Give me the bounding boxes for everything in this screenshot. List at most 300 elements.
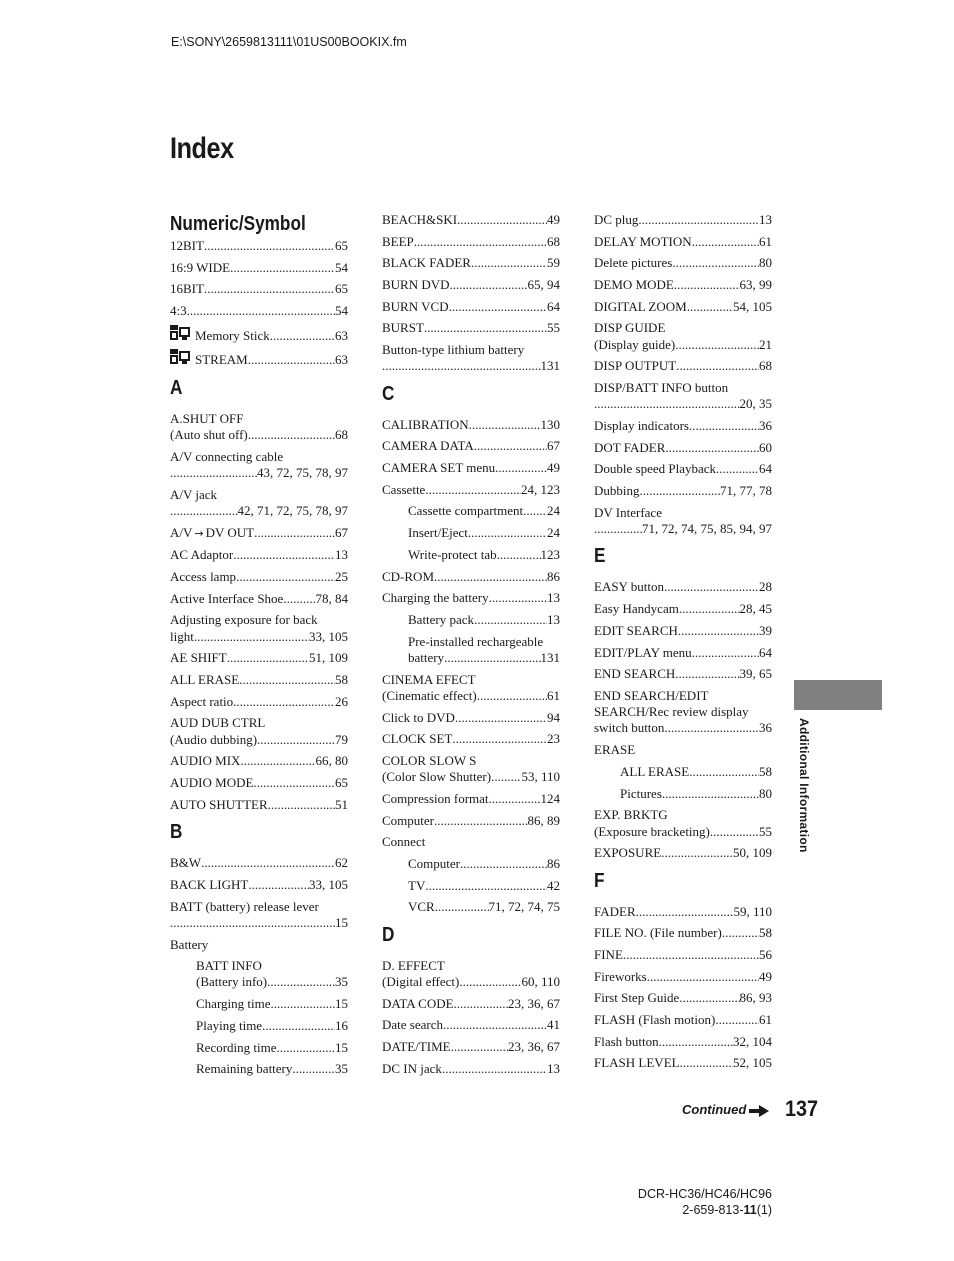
index-entry [594,925,772,941]
index-subentry [170,1018,348,1034]
entry-line [170,650,348,666]
entry-pages: 66, 80 [315,753,348,769]
index-entry [594,234,772,250]
entry-term: Compression format [382,790,489,806]
entry-term: (Audio dubbing) [170,731,258,747]
entry-pages: 53, 110 [521,769,560,785]
entry-line [382,277,560,293]
entry-line [170,411,348,427]
dot-leader [187,303,335,319]
entry-term: BEACH&SKI [382,212,458,227]
index-entry [382,1017,560,1033]
index-subentry [382,634,560,667]
entry-line [170,260,348,276]
dot-leader [425,482,521,498]
entry-term: Write-protect tab [408,546,497,562]
index-entry [170,449,348,482]
entry-pages: 39 [759,622,772,638]
entry-pages: 49 [547,460,560,476]
index-subentry [594,786,772,802]
dot-leader [204,281,335,297]
entry-pages: 86, 89 [527,812,560,828]
index-entry [594,358,772,374]
file-path: E:\SONY\2659813111\01US00BOOKIX.fm [171,35,407,49]
dot-leader [471,255,547,271]
dot-leader [227,650,309,666]
index-entry [382,460,560,476]
entry-term: DISP OUTPUT [594,358,677,374]
dot-leader [636,904,734,920]
dot-leader [689,418,759,434]
dot-leader [469,417,541,433]
dot-leader [292,1061,335,1077]
entry-line [170,877,348,893]
entry-pages: 33, 105 [309,876,348,892]
entry-pages: 60 [759,439,772,455]
entry-line [594,720,772,736]
dot-leader [268,797,335,813]
dot-leader [468,525,547,541]
entry-line [594,824,772,840]
entry-line [594,704,772,720]
entry-term: FINE [594,946,623,962]
index-entry [382,710,560,726]
entry-line [594,688,772,704]
continued-label: Continued [682,1102,747,1117]
entry-term: (Color Slow Shutter) [382,769,492,785]
entry-line [170,753,348,769]
entry-term: A.SHUT OFF [170,410,244,426]
entry-line [382,320,560,336]
entry-pages: 80 [759,785,772,801]
entry-term: DV Interface [594,504,662,520]
entry-line [408,856,560,872]
dot-leader [435,899,489,915]
entry-term: 16:9 WIDE [170,259,231,275]
section-heading: B [170,821,183,844]
entry-term: ERASE [594,742,636,758]
index-subentry [170,1040,348,1056]
dot-leader [233,547,335,563]
dot-leader [664,579,759,595]
index-column-3 [594,212,772,1077]
dot-leader [623,947,759,963]
entry-term: BURN VCD [382,298,449,314]
entry-line [594,358,772,374]
entry-line [594,990,772,1006]
dot-leader [674,277,740,293]
entry-line [408,650,560,666]
index-subentry [170,958,348,991]
index-entry [382,834,560,850]
entry-pages: 68 [547,233,560,249]
entry-line [408,547,560,563]
index-subentry [170,1061,348,1077]
entry-line [170,487,348,503]
entry-term: (Exposure bracketing) [594,823,710,839]
dot-leader [271,996,335,1012]
index-subentry [382,899,560,915]
arrow-icon: → [194,526,204,540]
entry-term: Cassette compartment [408,503,524,519]
dot-leader [434,569,547,585]
index-column-2 [382,212,560,1082]
entry-pages: 79 [335,731,348,747]
entry-line [196,1040,348,1056]
index-subentry [594,764,772,780]
entry-pages: 23 [547,731,560,747]
entry-term: EXP. BRKTG [594,807,668,823]
entry-line [196,1061,348,1077]
entry-line [382,1017,560,1033]
entry-pages: 124 [540,790,560,806]
index-entry [382,482,560,498]
dot-leader [170,465,257,481]
entry-line [408,525,560,541]
entry-line [594,461,772,477]
dot-leader [594,521,642,537]
entry-line [594,645,772,661]
entry-term: 12BIT [170,238,204,253]
dot-leader [457,212,547,228]
index-entry [382,672,560,705]
entry-term: (Cinematic effect) [382,687,477,703]
entry-line [170,281,348,297]
entry-line [594,277,772,293]
entry-line [382,1061,560,1077]
entry-line [382,212,560,228]
entry-line [620,764,772,780]
dot-leader [680,1055,733,1071]
entry-line [170,525,348,542]
dot-leader [692,645,759,661]
entry-pages: 94 [547,709,560,725]
dot-leader [676,358,759,374]
entry-pages: 24 [547,503,560,519]
entry-term: (Battery info) [196,974,268,990]
entry-line [382,791,560,807]
entry-term: (Digital effect) [382,973,460,989]
dot-leader [665,440,759,456]
entry-pages: 61 [759,233,772,249]
entry-term: AUDIO MODE [170,775,254,791]
entry-pages: 64 [547,298,560,314]
entry-line [594,579,772,595]
entry-line [170,629,348,645]
entry-line [594,255,772,271]
dot-leader [454,996,508,1012]
entry-term: AUTO SHUTTER [170,796,268,812]
dot-leader [659,1034,733,1050]
entry-pages: 65, 94 [527,277,560,293]
entry-line [382,731,560,747]
entry-term: BATT INFO [196,958,262,974]
entry-line [594,299,772,315]
index-entry [594,1034,772,1050]
entry-term: EDIT/PLAY menu [594,644,692,660]
entry-pages: 63 [335,327,348,343]
dot-leader [495,460,547,476]
dot-leader [239,672,335,688]
section-heading: E [594,545,606,568]
index-entry [382,234,560,250]
index-entry [594,666,772,682]
dot-leader [678,623,759,639]
entry-line [170,672,348,688]
entry-pages: 26 [335,693,348,709]
entry-line [382,672,560,688]
index-entry [594,483,772,499]
footer-code-prefix: 2-659-813- [682,1203,744,1217]
entry-line [594,337,772,353]
entry-line [170,325,348,344]
entry-line [620,786,772,802]
index-subentry [382,878,560,894]
entry-term: STREAM [195,352,248,368]
index-entry [594,579,772,595]
dot-leader [201,855,335,871]
entry-term: TV [408,877,426,893]
index-entry [382,255,560,271]
dot-leader [716,461,759,477]
entry-term: AUD DUB CTRL [170,715,266,731]
dot-leader [662,786,759,802]
entry-line [594,601,772,617]
entry-pages: 25 [335,569,348,585]
index-entry [382,791,560,807]
index-subentry [170,996,348,1012]
entry-term: EASY button [594,579,664,595]
dot-leader [425,878,547,894]
entry-term: Dubbing [594,483,640,499]
entry-term: Date search [382,1017,443,1033]
entry-pages: 20, 35 [739,396,772,412]
dot-leader [451,1039,508,1055]
entry-pages: 63 [335,352,348,368]
entry-line [408,899,560,915]
index-entry [170,238,348,254]
entry-term: FLASH (Flash motion) [594,1011,716,1027]
entry-pages: 54, 105 [733,298,772,314]
entry-line [408,503,560,519]
entry-pages: 58 [759,925,772,941]
entry-pages: 28 [759,579,772,595]
entry-line [170,503,348,519]
entry-pages: 54 [335,303,348,319]
index-entry [594,255,772,271]
index-entry [594,969,772,985]
entry-line [594,380,772,396]
entry-line [382,569,560,585]
dot-leader [257,732,335,748]
entry-pages: 71, 72, 74, 75 [488,899,560,915]
index-entry [594,461,772,477]
index-subentry [382,503,560,519]
entry-term: Computer [382,812,434,828]
entry-line [382,590,560,606]
entry-pages: 71, 77, 78 [720,483,772,499]
index-entry [594,418,772,434]
entry-term: DELAY MOTION [594,233,692,249]
entry-term: Double speed Playback [594,461,717,477]
index-entry [382,569,560,585]
index-entry [170,775,348,791]
entry-line [594,969,772,985]
entry-term: Charging the battery [382,590,489,606]
index-entry [594,845,772,861]
index-entry [594,904,772,920]
entry-line [594,1034,772,1050]
entry-line [408,878,560,894]
entry-term: A/V connecting cable [170,448,284,464]
index-entry [170,547,348,563]
entry-term: COLOR SLOW S [382,752,477,768]
entry-term: CD-ROM [382,568,435,584]
dot-leader [170,503,238,519]
dot-leader [638,212,759,228]
index-entry [594,505,772,538]
index-entry [382,299,560,315]
entry-line [382,834,560,850]
dot-leader [236,569,335,585]
entry-pages: 59, 110 [733,903,772,919]
index-entry [170,715,348,748]
entry-term: First Step Guide [594,990,680,1006]
dot-leader [434,813,528,829]
entry-pages: 35 [335,974,348,990]
entry-term: ALL ERASE [170,672,240,688]
dot-leader [233,694,335,710]
dot-leader [254,525,335,541]
entry-term: DIGITAL ZOOM [594,298,687,314]
entry-pages: 86 [547,855,560,871]
entry-line [382,482,560,498]
index-entry [594,947,772,963]
dot-leader [449,299,547,315]
entry-pages: 64 [759,644,772,660]
index-entry [170,937,348,953]
entry-pages: 67 [335,524,348,540]
entry-line [594,904,772,920]
dot-leader [443,1017,547,1033]
section-heading: A [170,376,183,399]
entry-term: DC IN jack [382,1060,442,1076]
index-entry [594,807,772,840]
dot-leader [664,720,759,736]
index-entry [382,277,560,293]
index-entry [170,877,348,893]
entry-line [170,449,348,465]
dot-leader [230,260,335,276]
dot-leader [270,328,335,344]
dot-leader [523,503,547,519]
entry-term: BATT (battery) release lever [170,898,319,914]
footer-model: DCR-HC36/HC46/HC96 [637,1187,772,1201]
entry-pages: 86 [547,568,560,584]
index-subentry [382,525,560,541]
index-entry [594,742,772,758]
entry-line [408,634,560,650]
entry-line [382,753,560,769]
entry-term: DATA CODE [382,995,454,1011]
index-entry [382,417,560,433]
entry-term: Recording time [196,1039,277,1055]
entry-term: VCR [408,899,435,915]
index-entry [594,320,772,353]
entry-pages: 58 [759,763,772,779]
dot-leader [444,650,540,666]
index-entry [594,380,772,413]
entry-line [594,440,772,456]
entry-pages: 63, 99 [739,277,772,293]
footer-code [638,1202,772,1218]
entry-line [382,813,560,829]
index-entry [594,990,772,1006]
dot-leader [460,856,547,872]
index-entry [382,996,560,1012]
index-entry [170,349,348,368]
dot-leader [715,1012,759,1028]
dot-leader [194,629,309,645]
entry-term: B&W [170,855,202,871]
entry-term: DATE/TIME [382,1039,451,1055]
index-entry [594,688,772,737]
entry-pages: 13 [547,1060,560,1076]
entry-line [594,947,772,963]
entry-pages: 55 [759,823,772,839]
entry-line [170,899,348,915]
section-tab-label-text: Additional Information [797,718,811,853]
dot-leader [675,337,759,353]
dot-leader [455,710,547,726]
entry-line [594,807,772,823]
dot-leader [170,915,335,931]
entry-term: Display indicators [594,418,689,434]
entry-pages: 28, 45 [739,601,772,617]
index-entry [170,694,348,710]
index-entry [170,753,348,769]
entry-term: A/V jack [170,486,218,502]
dot-leader [675,666,739,682]
dot-leader [452,731,547,747]
entry-line [594,1055,772,1071]
entry-line [170,465,348,481]
index-entry [170,411,348,444]
entry-line [382,710,560,726]
dot-leader [267,974,335,990]
dot-leader [477,688,547,704]
entry-line [594,396,772,412]
entry-pages: 86, 93 [739,990,772,1006]
continued-arrow-icon [749,1105,769,1117]
dot-leader [248,877,309,893]
dot-leader [497,547,541,563]
entry-term: Playing time [196,1017,263,1033]
footer [638,1186,772,1218]
entry-term: (Auto shut off) [170,427,248,443]
section-heading: D [382,923,395,946]
index-entry [382,212,560,228]
entry-pages: 39, 65 [739,666,772,682]
entry-pages: 15 [335,1039,348,1055]
section-tab-marker [794,680,882,710]
entry-term: END SEARCH [594,666,676,682]
entry-term: Access lamp [170,569,237,585]
entry-pages: 13 [547,611,560,627]
entry-line [170,427,348,443]
dot-leader [248,427,335,443]
entry-pages: 130 [540,416,560,432]
